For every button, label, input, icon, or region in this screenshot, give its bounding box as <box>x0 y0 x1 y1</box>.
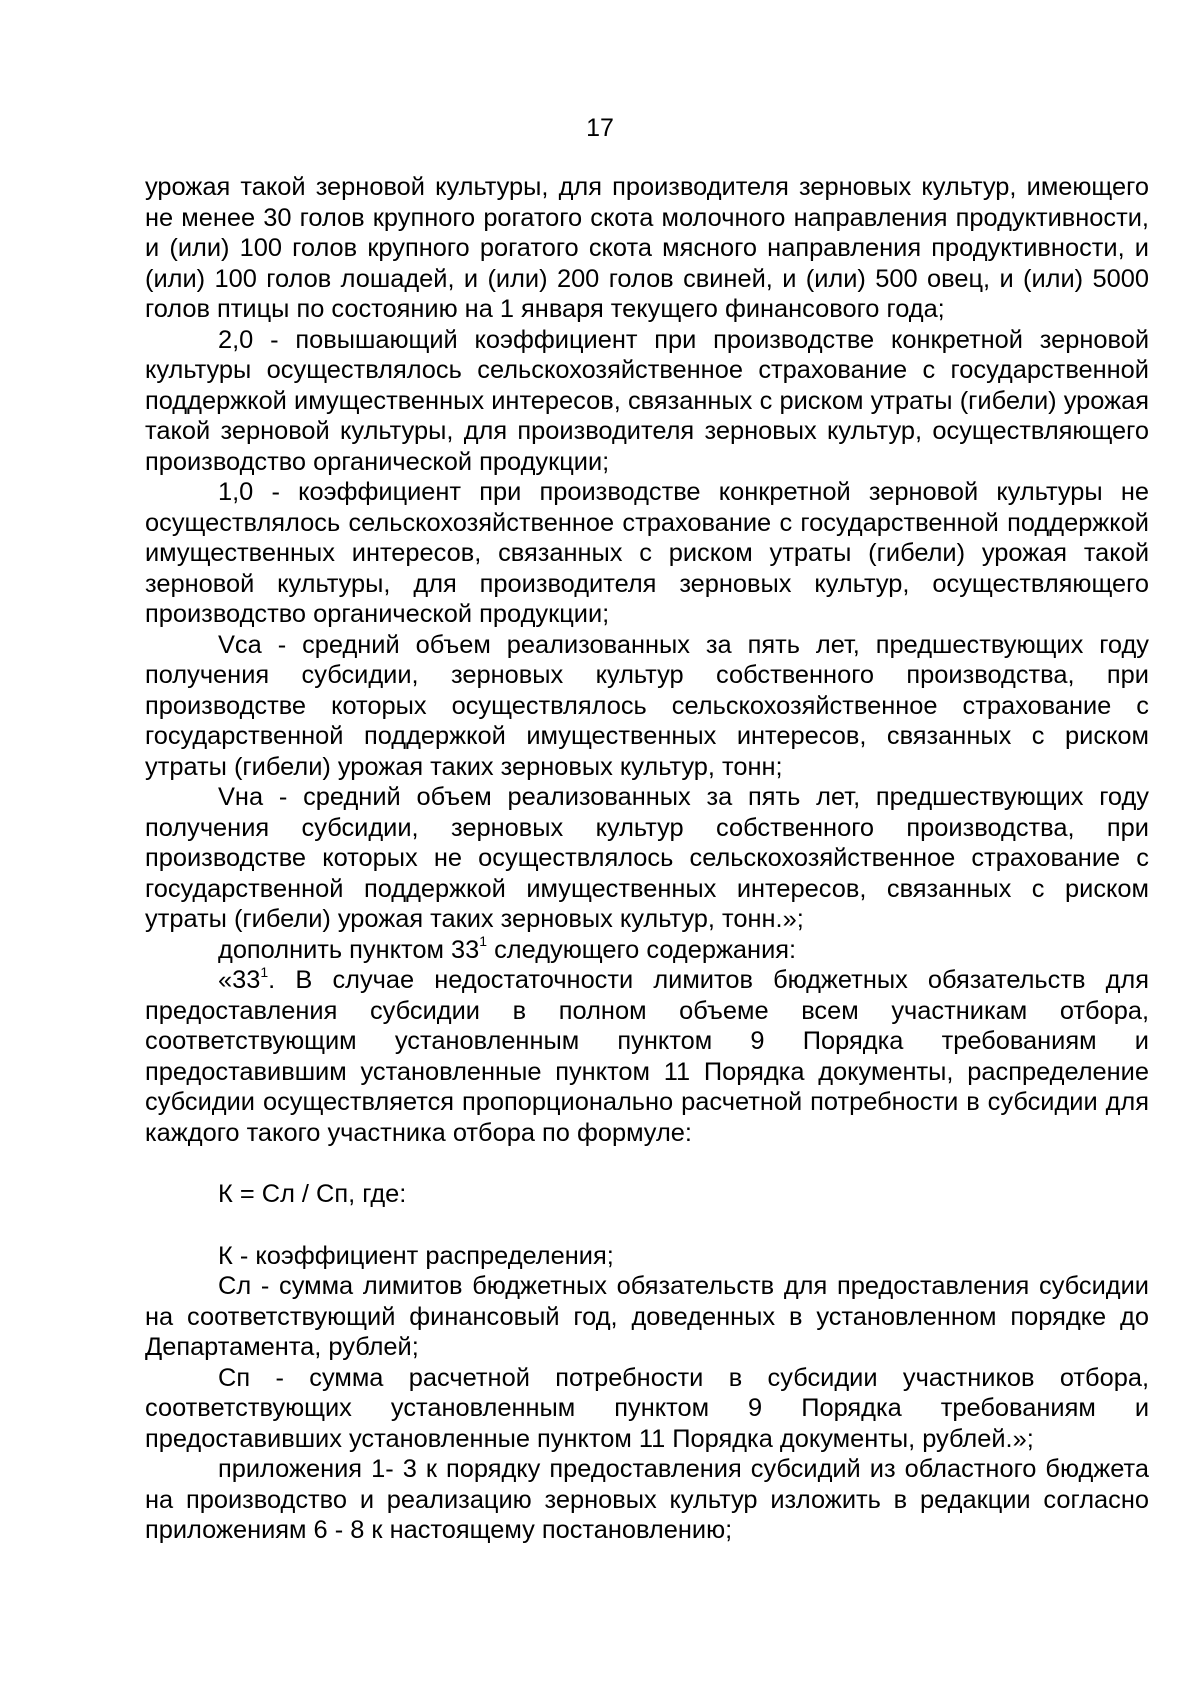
paragraph-coefficient-2-0: 2,0 - повышающий коэффициент при производстве конкретной зерновой культуры осуществлялось сельскохозяйственное страхование с государственной поддержкой имущественных интересов, связанных с риском утраты (гибели) урожая такой зерновой культуры, для производителя зерновых культур, осуществляющего производство органической продукции; <box>145 325 1149 476</box>
paragraph-vna-definition: Vна - средний объем реализованных за пять лет, предшествующих году получения субсидии, зерновых культур собственного производства, при производстве которых не осуществлялось сельскохозяйственное страхование с государственной поддержкой имущественных интересов, связанных с риском утраты (гибели) урожая таких зерновых культур, тонн.»; <box>145 783 1149 933</box>
paragraph-add-item-33-1 <box>145 935 1149 966</box>
superscript-marker: 1 <box>260 963 269 980</box>
paragraph-coefficient-1-0: 1,0 - коэффициент при производстве конкретной зерновой культуры не осуществлялось сельскохозяйственное страхование с государственной поддержкой имущественных интересов, связанных с риском утраты (гибели) урожая такой зерновой культуры, для производителя зерновых культур, осуществляющего производство органической продукции; <box>145 478 1149 628</box>
superscript-marker: 1 <box>479 933 488 950</box>
paragraph-k-definition: К - коэффициент распределения; <box>218 1241 614 1270</box>
document-body <box>145 172 1149 1546</box>
paragraph-yield-clause: урожая такой зерновой культуры, для производителя зерновых культур, имеющего не менее 30 голов крупного рогатого скота молочного направления продуктивности, и (или) 100 голов крупного рогатого скота мясного направления продуктивности, и (или) 100 голов лошадей, и (или) 200 голов свиней, и (или) 500 овец, и (или) 5000 голов птицы по состоянию на 1 января текущего финансового года; <box>145 173 1149 323</box>
formula-line: К = Сл / Сп, где: <box>218 1180 407 1208</box>
paragraph-sl-definition: Сл - сумма лимитов бюджетных обязательств для предоставления субсидии на соответствующий финансовый год, доведенных в установленном порядке до Департамента, рублей; <box>145 1272 1149 1361</box>
paragraph-item-33-1 <box>145 965 1149 1148</box>
add-item-text-before: дополнить пунктом 33 <box>218 935 480 964</box>
paragraph-vsa-definition: Vса - средний объем реализованных за пять лет, предшествующих году получения субсидии, зерновых культур собственного производства, при производстве которых осуществлялось сельскохозяйственное страхование с государственной поддержкой имущественных интересов, связанных с риском утраты (гибели) урожая таких зерновых культур, тонн; <box>145 630 1149 781</box>
paragraph-appendices: приложения 1- 3 к порядку предоставления субсидий из областного бюджета на производство и реализацию зерновых культур изложить в редакции согласно приложениям 6 - 8 к настоящему постановлению; <box>145 1455 1149 1544</box>
paragraph-sp-definition: Сп - сумма расчетной потребности в субсидии участников отбора, соответствующих установленным пунктом 9 Порядка требованиям и предоставивших установленные пунктом 11 Порядка документы, рублей.»; <box>145 1363 1149 1453</box>
paragraph-gap <box>145 1148 1149 1179</box>
add-item-text-after: следующего содержания: <box>487 935 797 964</box>
item-33-1-text-after: . В случае недостаточности лимитов бюджетных обязательств для предоставления субсидии в полном объеме всем участникам отбора, соответствующим установленным пунктом 9 Порядка требованиям и предоставившим установленные пунктом 11 Порядка документы, распределение субсидии осуществляется пропорционально расчетной потребности в субсидии для каждого такого участника отбора по формуле: <box>145 966 1149 1147</box>
item-33-1-text-before: «33 <box>218 966 261 994</box>
paragraph-gap <box>145 1210 1149 1241</box>
page-number: 17 <box>586 114 614 142</box>
